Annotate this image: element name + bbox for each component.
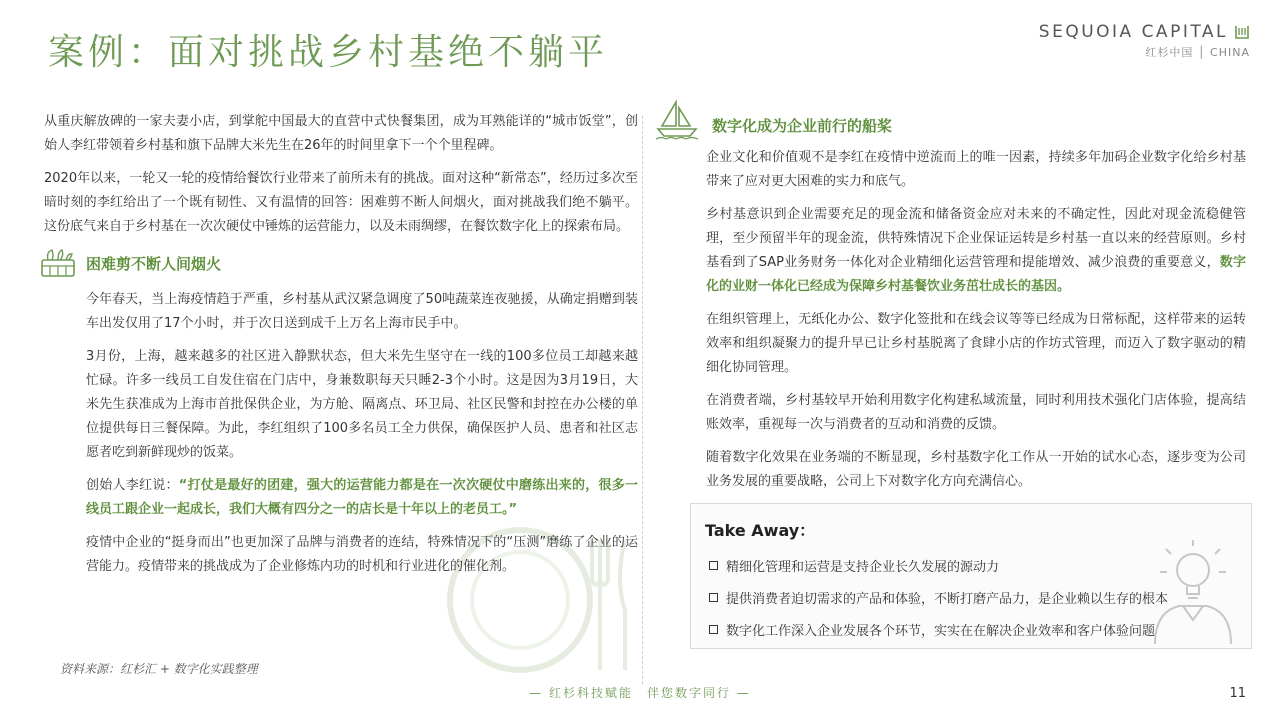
takeaway-item-text: 数字化工作深入企业发展各个环节，实实在在解决企业效率和客户体验问题 [726,624,1156,639]
page-number: 11 [1229,686,1246,701]
left-column [44,110,638,588]
brand-name: SEQUOIA CAPITAL [1038,22,1228,42]
page-title: 案例：面对挑战乡村基绝不躺平 [48,32,609,73]
list-item [709,588,1168,607]
brand-subtitle: 红杉中国 │ CHINA [1145,46,1250,59]
section-heading-hardship [40,248,638,278]
checkbox-square-icon [709,593,718,602]
takeaway-title: Take Away： [705,521,816,540]
right-column [706,146,1246,503]
cashflow-text: 乡村基意识到企业需要充足的现金流和储备资金应对未来的不确定性，因此对现金流稳健管理，至少预留半年的现金流，供特殊情况下企业保证运转是乡村基一直以来的经营原则。乡村基看到了SAP业务财务一体化对企业精细化运营管理和提能增效、减少浪费的重要意义， [706,207,1246,270]
intro-paragraph-1: 从重庆解放碑的一家夫妻小店，到掌舵中国最大的直营中式快餐集团，成为耳熟能详的“城市饭堂”，创始人李红带领着乡村基和旗下品牌大米先生在26年的时间里拿下一个个里程碑。 [44,114,638,153]
quote-prefix: 创始人李红说： [86,478,179,493]
paragraph-quote [86,474,638,522]
list-item [709,620,1155,639]
brand-logo [1039,22,1250,60]
paragraph-culture: 企业文化和价值观不是李红在疫情中逆流而上的唯一因素，持续多年加码企业数字化给乡村基带来了应对更大困难的实力和底气。 [706,150,1246,189]
checkbox-square-icon [709,561,718,570]
paragraph-organization: 在组织管理上，无纸化办公、数字化签批和在线会议等等已经成为日常标配，这样带来的运转效率和组织凝聚力的提升早已让乡村基脱离了食肆小店的作坊式管理，而迈入了数字驱动的精细化协同管理。 [706,312,1246,375]
cashflow-highlight: 数字化的业财一体化已经成为保障乡村基餐饮业务茁壮成长的基因。 [706,255,1246,294]
takeaway-box [690,503,1252,649]
paragraph-cashflow [706,203,1246,299]
founder-quote: “打仗是最好的团建，强大的运营能力都是在一次次硬仗中磨练出来的，很多一线员工跟企业一起成长，我们大概有四分之一的店长是十年以上的老员工。” [86,478,638,517]
sequoia-mark-icon [1234,24,1250,40]
paragraph-strategy: 随着数字化效果在业务端的不断显现，乡村基数字化工作从一开始的试水心态，逐步变为公司业务发展的重要战略，公司上下对数字化方向充满信心。 [706,450,1246,489]
takeaway-item-text: 精细化管理和运营是支持企业长久发展的源动力 [726,560,1000,575]
checkbox-square-icon [709,625,718,634]
column-divider [642,116,643,684]
takeaway-item-text: 提供消费者迫切需求的产品和体验，不断打磨产品力，是企业赖以生存的根本 [726,592,1169,607]
paragraph-closing: 疫情中企业的“挺身而出”也更加深了品牌与消费者的连结，特殊情况下的“压测”磨练了企业的运营能力。疫情带来的挑战成为了企业修炼内功的时机和行业进化的催化剂。 [86,535,638,574]
vegetable-basket-icon [40,248,76,278]
paragraph-consumer: 在消费者端，乡村基较早开始利用数字化构建私域流量，同时利用技术强化门店体验，提高结账效率，重视每一次与消费者的互动和消费的反馈。 [706,393,1246,432]
section-title: 困难剪不断人间烟火 [86,254,222,273]
list-item [709,556,999,575]
sailboat-icon [656,100,698,140]
paragraph-supply: 3月份，上海，越来越多的社区进入静默状态，但大米先生坚守在一线的100多位员工却越来越忙碌。许多一线员工自发住宿在门店中，身兼数职每天只睡2-3个小时。这是因为3月19日，大米先生获准成为上海市首批保供企业，为方舱、隔离点、环卫局、社区民警和封控在办公楼的单位提供每日三餐保障。为此，李红组织了100多名员工全力供保，确保医护人员、患者和社区志愿者吃到新鲜现炒的饭菜。 [86,349,638,460]
intro-paragraph-2: 2020年以来，一轮又一轮的疫情给餐饮行业带来了前所未有的挑战。面对这种“新常态”，经历过多次至暗时刻的李红给出了一个既有韧性、又有温情的回答：困难剪不断人间烟火，面对挑战我们绝不躺平。这份底气来自于乡村基在一次次硬仗中锤炼的运营能力，以及未雨绸缪，在餐饮数字化上的探索布局。 [44,171,638,234]
footer-slogan: — 红杉科技赋能 伴您数字同行 — [529,686,751,700]
paragraph-donation: 今年春天，当上海疫情趋于严重，乡村基从武汉紧急调度了50吨蔬菜连夜驰援，从确定捐赠到装车出发仅用了17个小时，并于次日送到成千上万名上海市民手中。 [86,292,638,331]
section-heading-digital [656,100,892,140]
section-title: 数字化成为企业前行的船桨 [712,117,893,135]
source-note: 资料来源：红杉汇 + 数字化实践整理 [60,662,258,676]
